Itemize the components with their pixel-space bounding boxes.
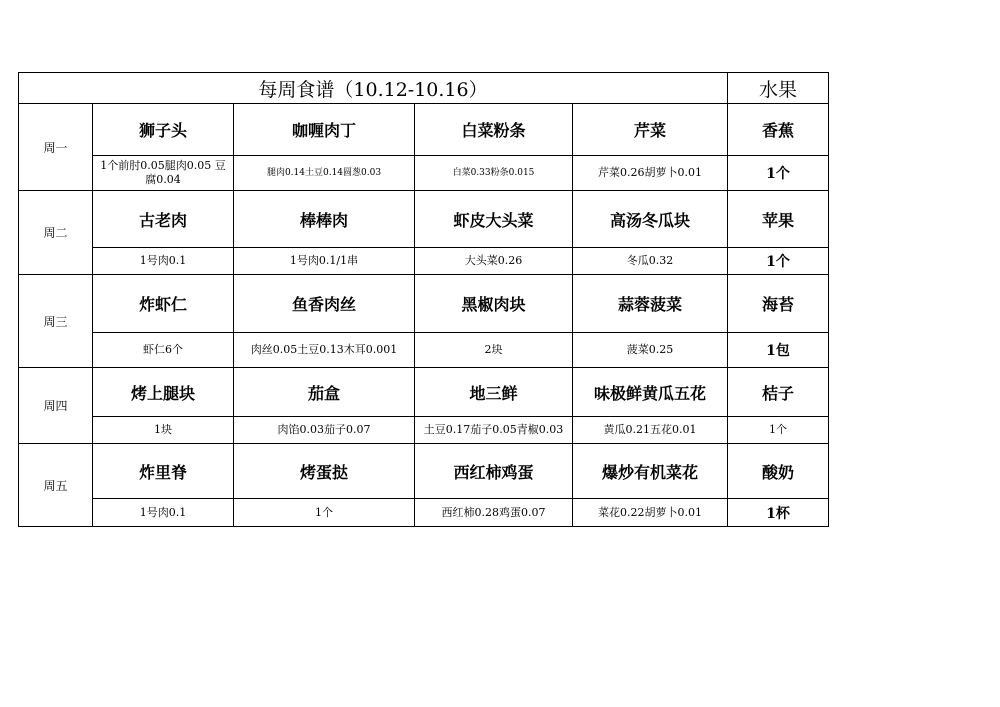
ingredient-amount: 2块 bbox=[415, 333, 573, 368]
ingredient-amount: 西红柿0.28鸡蛋0.07 bbox=[415, 499, 573, 527]
dish-name: 咖喱肉丁 bbox=[234, 104, 415, 156]
dish-name: 古老肉 bbox=[93, 191, 234, 248]
dish-name: 炸虾仁 bbox=[93, 275, 234, 333]
menu-title: 每周食谱（10.12-10.16） bbox=[19, 73, 728, 104]
dish-name: 爆炒有机菜花 bbox=[573, 444, 728, 499]
dish-name: 芹菜 bbox=[573, 104, 728, 156]
ingredient-amount: 1个 bbox=[234, 499, 415, 527]
ingredient-amount: 1号肉0.1 bbox=[93, 248, 234, 275]
fruit-name: 桔子 bbox=[728, 368, 829, 417]
ingredient-amount: 1个前肘0.05腿肉0.05 豆腐0.04 bbox=[93, 156, 234, 191]
fruit-name: 酸奶 bbox=[728, 444, 829, 499]
day-label: 周一 bbox=[19, 104, 93, 191]
ingredient-amount: 白菜0.33粉条0.015 bbox=[415, 156, 573, 191]
dish-name: 烤上腿块 bbox=[93, 368, 234, 417]
ingredient-amount: 菜花0.22胡萝卜0.01 bbox=[573, 499, 728, 527]
ingredient-amount: 土豆0.17茄子0.05青椒0.03 bbox=[415, 417, 573, 444]
dish-name: 烤蛋挞 bbox=[234, 444, 415, 499]
dish-name: 虾皮大头菜 bbox=[415, 191, 573, 248]
fruit-quantity: 1个 bbox=[728, 417, 829, 444]
fruit-quantity: 1包 bbox=[728, 333, 829, 368]
ingredient-amount: 1号肉0.1/1串 bbox=[234, 248, 415, 275]
dish-name: 黑椒肉块 bbox=[415, 275, 573, 333]
fruit-name: 香蕉 bbox=[728, 104, 829, 156]
day-label: 周五 bbox=[19, 444, 93, 527]
ingredient-amount: 冬瓜0.32 bbox=[573, 248, 728, 275]
dish-name: 西红柿鸡蛋 bbox=[415, 444, 573, 499]
ingredient-amount: 肉丝0.05土豆0.13木耳0.001 bbox=[234, 333, 415, 368]
ingredient-amount: 1块 bbox=[93, 417, 234, 444]
ingredient-amount: 大头菜0.26 bbox=[415, 248, 573, 275]
dish-name: 狮子头 bbox=[93, 104, 234, 156]
ingredient-amount: 虾仁6个 bbox=[93, 333, 234, 368]
fruit-name: 海苔 bbox=[728, 275, 829, 333]
ingredient-amount: 1号肉0.1 bbox=[93, 499, 234, 527]
dish-name: 高汤冬瓜块 bbox=[573, 191, 728, 248]
fruit-header: 水果 bbox=[728, 73, 829, 104]
ingredient-amount: 肉馅0.03茄子0.07 bbox=[234, 417, 415, 444]
dish-name: 鱼香肉丝 bbox=[234, 275, 415, 333]
dish-name: 蒜蓉菠菜 bbox=[573, 275, 728, 333]
dish-name: 炸里脊 bbox=[93, 444, 234, 499]
dish-name: 茄盒 bbox=[234, 368, 415, 417]
dish-name: 棒棒肉 bbox=[234, 191, 415, 248]
fruit-quantity: 1个 bbox=[728, 156, 829, 191]
ingredient-amount: 黄瓜0.21五花0.01 bbox=[573, 417, 728, 444]
fruit-name: 苹果 bbox=[728, 191, 829, 248]
day-label: 周四 bbox=[19, 368, 93, 444]
dish-name: 白菜粉条 bbox=[415, 104, 573, 156]
day-label: 周三 bbox=[19, 275, 93, 368]
weekly-menu-table bbox=[18, 72, 829, 527]
ingredient-amount: 菠菜0.25 bbox=[573, 333, 728, 368]
fruit-quantity: 1个 bbox=[728, 248, 829, 275]
dish-name: 味极鲜黄瓜五花 bbox=[573, 368, 728, 417]
fruit-quantity: 1杯 bbox=[728, 499, 829, 527]
ingredient-amount: 芹菜0.26胡萝卜0.01 bbox=[573, 156, 728, 191]
day-label: 周二 bbox=[19, 191, 93, 275]
ingredient-amount: 腿肉0.14土豆0.14圆葱0.03 bbox=[234, 156, 415, 191]
dish-name: 地三鲜 bbox=[415, 368, 573, 417]
